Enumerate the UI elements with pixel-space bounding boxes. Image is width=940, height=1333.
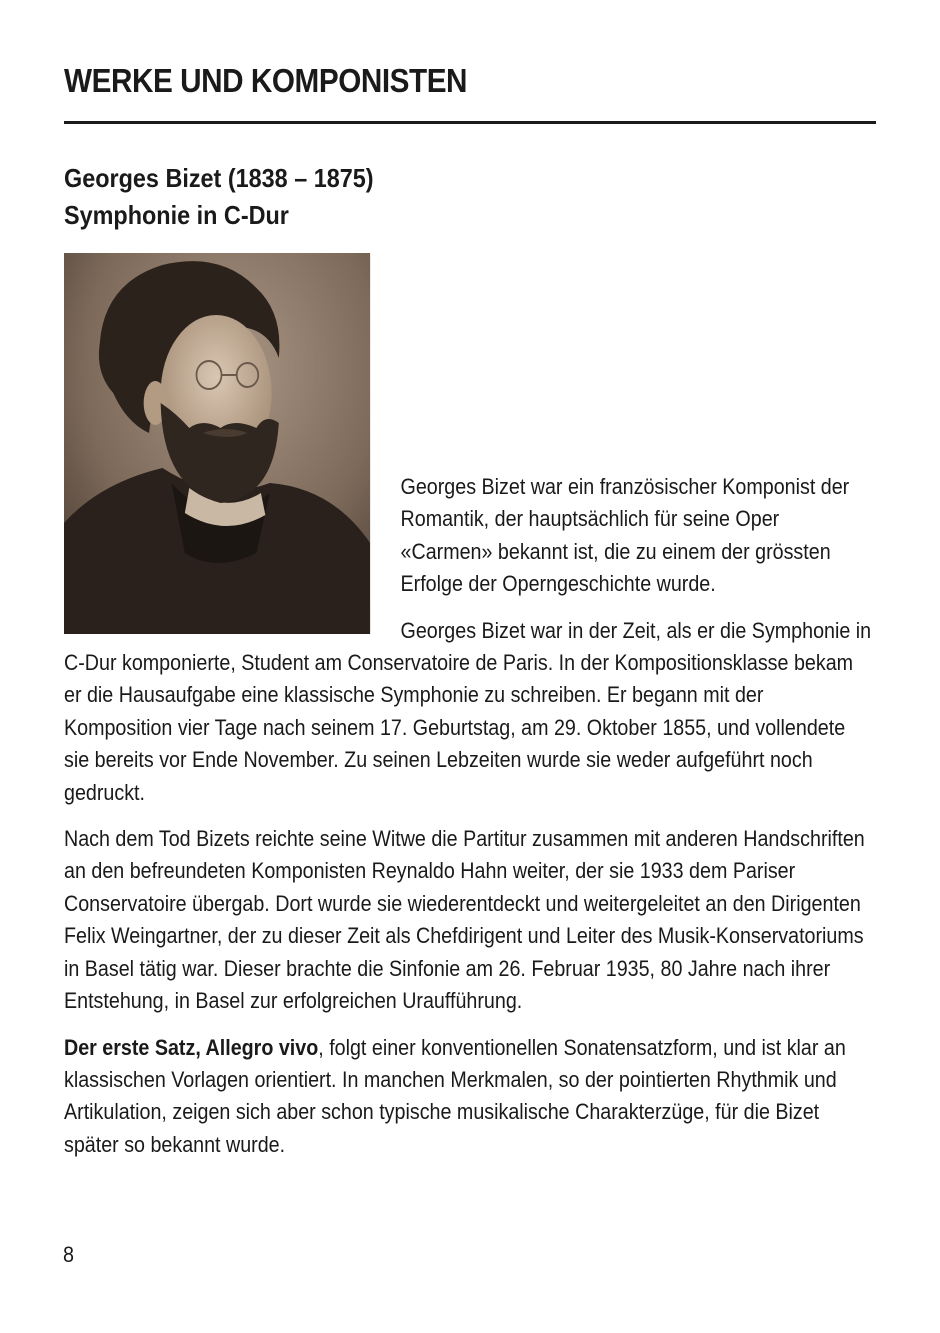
composer-line: Georges Bizet (1838 – 1875): [64, 163, 374, 193]
paragraph-history: Nach dem Tod Bizets reichte seine Witwe die Partitur zusammen mit anderen Handschriften an den befreundeten Komponisten Reynaldo Hahn weiter, der sie 1933 dem Pariser Conservatoire übergab. Dort wurde sie wiederentdeckt und weitergeleitet an den Dirigenten Felix Weingartner, der zu dieser Zeit als Chefdirigent und Leiter des Musik-Konservatoriums in Basel tätig war. Dieser brachte die Sinfonie am 26. Februar 1935, 80 Jahre nach ihrer Entstehung, in Basel zur erfolgreichen Uraufführung.: [64, 826, 865, 1014]
work-heading: [64, 160, 374, 234]
page-number: 8: [63, 1242, 75, 1267]
paragraph-composition: Georges Bizet war in der Zeit, als er die Symphonie in C-Dur komponierte, Student am Conservatoire de Paris. In der Kompositionsklasse bekam er die Hausaufgabe eine klassische Symphonie zu schreiben. Er begann mit der Komposition vier Tage nach seinem 17. Geburtstag, am 29. Oktober 1855, und vollendete sie bereits vor Ende November. Zu seinen Lebzeiten wurde sie weder aufgeführt noch gedruckt.: [64, 617, 872, 805]
work-title: Symphonie in C-Dur: [64, 200, 289, 230]
article-body: [64, 253, 875, 1175]
section-title: WERKE UND KOMPONISTEN: [64, 62, 468, 99]
portrait-image: [64, 253, 370, 634]
movement-title: Der erste Satz, Allegro vivo: [64, 1034, 319, 1060]
movement-description: , folgt einer konventionellen Sonatensatzform, und ist klar an klassischen Vorlagen orientiert. In manchen Merkmalen, so der pointierten Rhythmik und Artikulation, zeigen sich aber schon typische musikalische Charakterzüge, für die Bizet später so bekannt wurde.: [64, 1034, 846, 1157]
paragraph-intro: Georges Bizet war ein französischer Komponist der Romantik, der hauptsächlich für seine Oper «Carmen» bekannt ist, die zu einem der grössten Erfolge der Operngeschichte wurde.: [400, 474, 850, 597]
composer-portrait: [64, 253, 370, 634]
paragraph-first-movement: [64, 1032, 875, 1162]
header-divider: [64, 121, 876, 124]
